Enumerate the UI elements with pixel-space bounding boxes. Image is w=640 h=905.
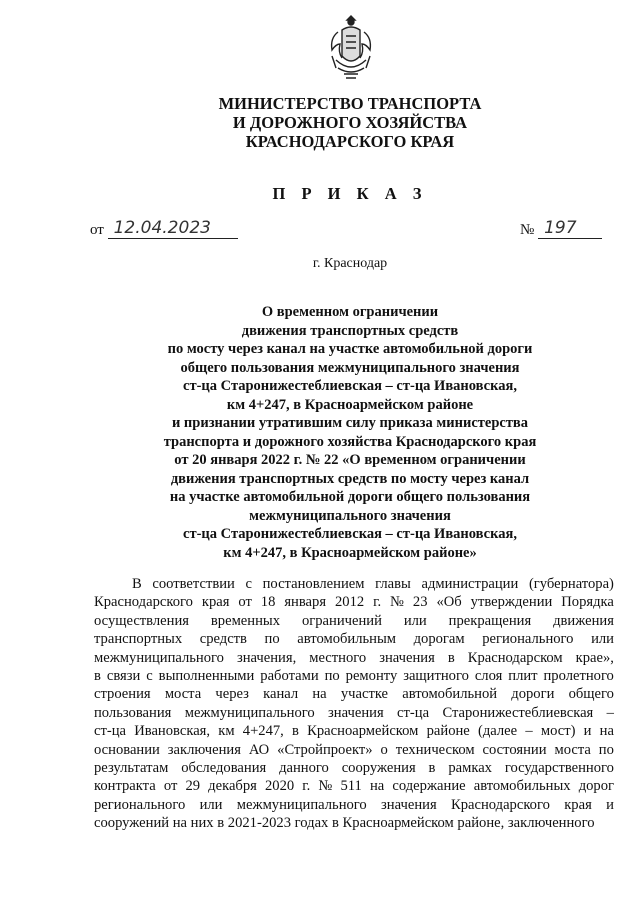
number-value: 197 (538, 218, 602, 239)
body-word: значения, (236, 649, 297, 666)
body-word: 18 (260, 594, 276, 611)
body-word: межмуниципального (236, 796, 367, 813)
subject-line: ст-ца Старонижестеблиевская – ст-ца Ивановская, (183, 378, 517, 394)
body-word: техническом (395, 741, 475, 758)
body-word: дороги (511, 686, 555, 703)
body-word: ст-ца (94, 723, 127, 740)
body-word: декабря (208, 778, 257, 795)
body-word: 4+247, (242, 723, 284, 740)
body-word: 23 (412, 594, 428, 611)
city: г. Краснодар (312, 256, 388, 271)
body-word: работами (260, 668, 319, 685)
body-line (94, 593, 614, 611)
body-line (94, 649, 614, 667)
body-word: по (264, 631, 280, 648)
body-word: автомобильной (402, 686, 498, 703)
body-word: прекращения (448, 612, 532, 629)
body-word: 511 (340, 778, 362, 795)
body-word: на (599, 723, 614, 740)
body-line (94, 704, 614, 722)
body-word: рамках (448, 760, 492, 777)
order-subject (0, 303, 640, 562)
body-word: № (318, 778, 333, 795)
body-word: 2012 (334, 594, 365, 611)
body-word: администрации (421, 576, 519, 592)
body-word: 2020 (264, 778, 295, 795)
subject-line: ст-ца Старонижестеблиевская – ст-ца Ивановская, (183, 526, 517, 542)
subject-line: общего пользования межмуниципального значения (180, 359, 520, 376)
subject-line: и признании утратившим силу приказа министерства (171, 415, 529, 431)
body-word: участке (340, 686, 389, 703)
body-word: с (245, 576, 252, 592)
body-word: о (380, 741, 388, 758)
body-line (94, 796, 614, 814)
body-word: в (94, 668, 101, 685)
body-word: регионального (482, 631, 574, 648)
body-word: – (606, 704, 614, 721)
order-body-text (94, 575, 614, 833)
body-word: края (201, 594, 230, 611)
body-word: слоя (474, 668, 503, 685)
body-word: г. (302, 778, 311, 795)
body-line (94, 741, 614, 759)
body-word: Ивановская, (134, 723, 211, 740)
body-word: Старонижестеблиевская (442, 704, 594, 721)
body-line (94, 759, 614, 777)
subject-line: км 4+247, в Красноармейском районе (226, 396, 474, 413)
body-line (94, 667, 614, 685)
body-word: канал (263, 686, 299, 703)
body-word: от (238, 594, 252, 611)
body-word: 29 (185, 778, 201, 795)
body-word: состоянии (482, 741, 547, 758)
ministry-line-1: МИНИСТЕРСТВО ТРАНСПОРТА (218, 94, 482, 113)
body-word: временных (210, 612, 281, 629)
body-word: выполненными (158, 668, 255, 685)
body-word: заключения (167, 741, 241, 758)
body-word: в (292, 723, 299, 740)
body-word: районе (426, 723, 470, 740)
body-word: мост) (540, 723, 576, 740)
subject-line: транспорта и дорожного хозяйства Краснодарского края (163, 433, 537, 450)
body-word: по (598, 741, 614, 758)
body-word: утверждении (470, 594, 553, 611)
body-word: автомобильным (297, 631, 397, 648)
body-word: В (132, 576, 142, 592)
body-word: (далее (477, 723, 518, 740)
body-word: Порядка (561, 594, 614, 611)
body-word: пролетного (543, 668, 614, 685)
body-word: сооружений на них в 2021-2023 годах в Красноармейском районе, заключенного (94, 815, 595, 832)
body-word: главы (375, 576, 411, 592)
body-word: АО (248, 741, 270, 758)
body-word: ст-ца (397, 704, 430, 721)
body-word: в (447, 649, 455, 666)
body-word: края (564, 796, 592, 813)
body-word: ремонту (345, 668, 398, 685)
body-word: по (324, 668, 340, 685)
body-word: связи (106, 668, 141, 685)
body-word: автомобильных (473, 778, 571, 795)
body-word: обследования (181, 760, 267, 777)
body-word: защитного (403, 668, 469, 685)
subject-line: движения транспортных средств (241, 322, 459, 339)
body-word: и (606, 796, 614, 813)
body-line (94, 777, 614, 795)
body-word: через (215, 686, 249, 703)
subject-line: км 4+247, в Красноармейском районе» (223, 544, 477, 561)
body-word: межмуниципального (184, 704, 315, 721)
subject-line: движения транспортных средств по мосту через канал (170, 470, 530, 487)
ministry-line-2: И ДОРОЖНОГО ХОЗЯЙСТВА (232, 113, 468, 132)
body-word: – (525, 723, 533, 740)
body-word: основании (94, 741, 160, 758)
body-word: или (199, 796, 223, 813)
body-word: сооружения (341, 760, 416, 777)
body-word: движения (553, 612, 614, 629)
body-word: значения (381, 796, 437, 813)
body-line (94, 814, 614, 832)
body-word: или (591, 631, 614, 648)
body-word: местного (309, 649, 367, 666)
body-word: межмуниципального (94, 649, 224, 666)
body-word: постановлением (262, 576, 365, 592)
subject-line: от 20 января 2022 г. № 22 «О временном ограничении (174, 452, 526, 468)
order-date (90, 218, 238, 239)
body-word: км (218, 723, 235, 740)
body-word: моста (554, 741, 591, 758)
body-word: данного (279, 760, 329, 777)
body-word: общего (568, 686, 614, 703)
body-word: дорог (578, 778, 614, 795)
body-word: от (163, 778, 178, 795)
body-word: или (403, 612, 427, 629)
body-word: г. (373, 594, 382, 611)
body-word: осуществления (94, 612, 189, 629)
body-word: пользования (94, 704, 172, 721)
body-word: моста (164, 686, 202, 703)
body-word: значения (379, 649, 435, 666)
body-word: ограничений (301, 612, 382, 629)
body-word: Краснодарском (467, 649, 563, 666)
body-word: января (284, 594, 327, 611)
body-word: в (428, 760, 436, 777)
body-word: № (390, 594, 404, 611)
body-word: Краснодарского (450, 796, 550, 813)
body-word: регионального (94, 796, 186, 813)
subject-line: О временном ограничении (261, 304, 439, 320)
coat-of-arms-icon (326, 12, 376, 84)
body-word: на (369, 778, 385, 795)
body-word: Красноармейском (307, 723, 419, 740)
order-number (520, 218, 602, 239)
body-line (94, 630, 614, 648)
date-label: от (90, 222, 104, 238)
body-word: соответствии (152, 576, 235, 592)
body-word: плит (508, 668, 538, 685)
ministry-name (0, 94, 640, 151)
body-word: средств (199, 631, 247, 648)
body-word: с (146, 668, 153, 685)
body-word: результатам (94, 760, 169, 777)
body-line (94, 685, 614, 703)
order-title: П Р И К А З (272, 184, 428, 203)
subject-line: на участке автомобильной дороги общего пользования (169, 489, 531, 505)
body-line (94, 575, 614, 593)
subject-line: межмуниципального значения (249, 507, 451, 524)
body-word: «Стройпроект» (277, 741, 373, 758)
body-word: контракта (94, 778, 156, 795)
body-word: государственного (504, 760, 614, 777)
body-word: крае», (575, 649, 614, 666)
body-word: Краснодарского (94, 594, 193, 611)
body-line (94, 722, 614, 740)
body-word: (губернатора) (528, 576, 614, 592)
body-word: строения (94, 686, 151, 703)
body-word: содержание (392, 778, 466, 795)
body-line (94, 612, 614, 630)
date-value: 12.04.2023 (108, 218, 238, 239)
number-label: № (520, 222, 535, 238)
body-word: дорогам (413, 631, 465, 648)
subject-line: по мосту через канал на участке автомобильной дороги (167, 341, 533, 357)
body-word: транспортных (94, 631, 183, 648)
body-word: «Об (436, 594, 462, 611)
ministry-line-3: КРАСНОДАРСКОГО КРАЯ (245, 132, 455, 151)
body-word: значения (328, 704, 384, 721)
body-word: и (583, 723, 592, 740)
body-word: на (312, 686, 327, 703)
